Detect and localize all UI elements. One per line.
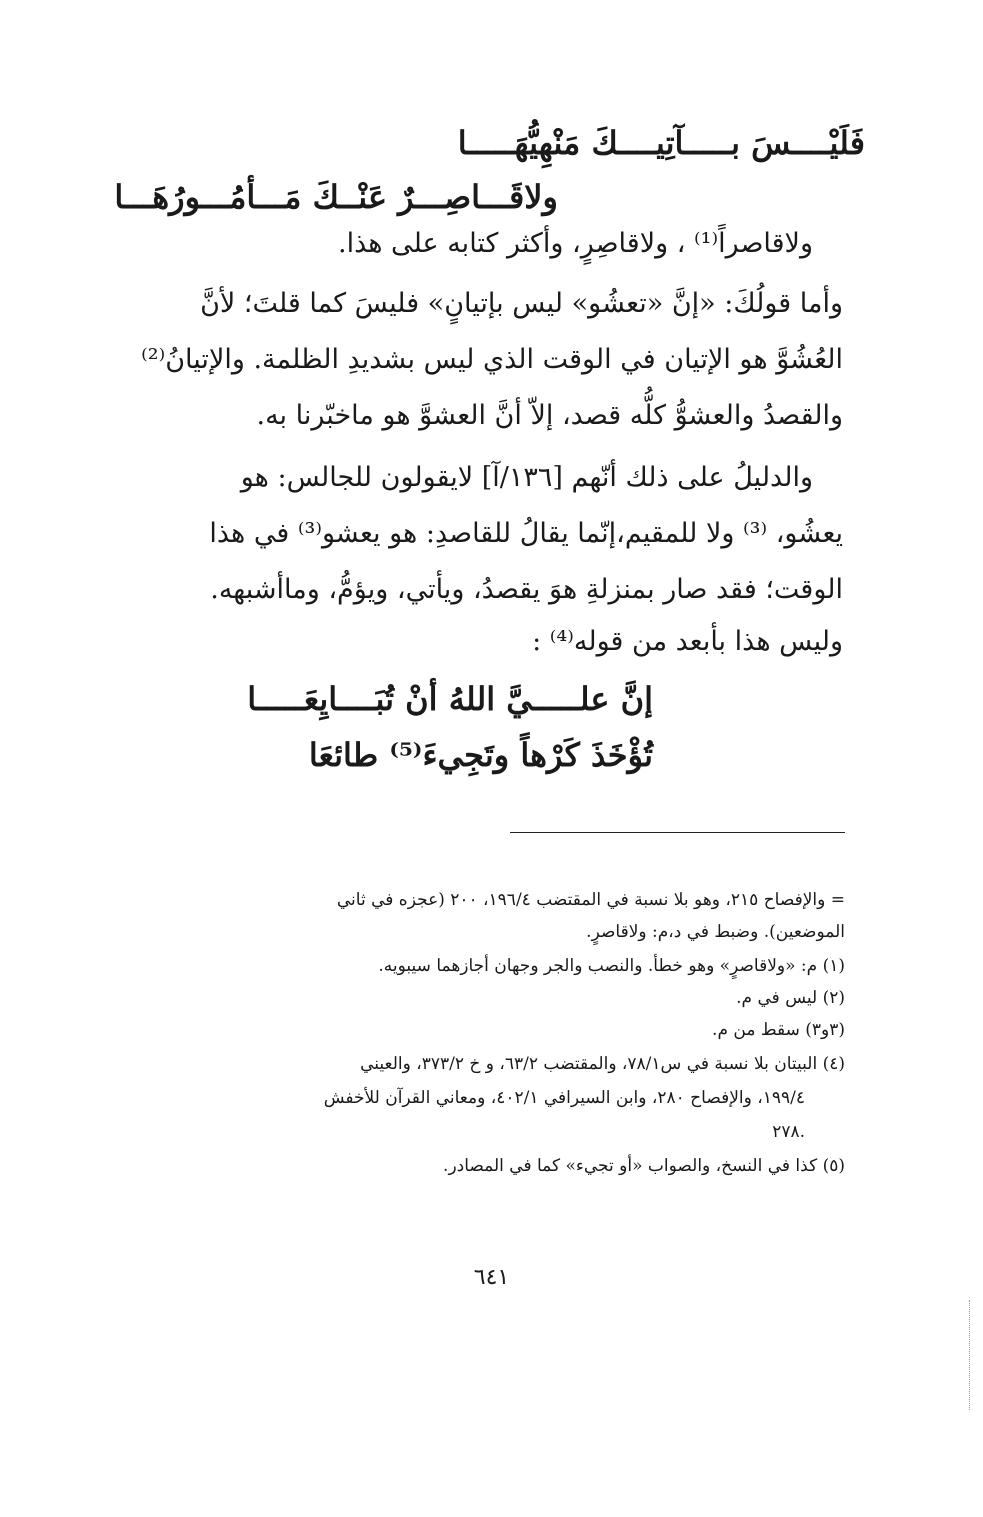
verse-top-line-1: فَلَيْــــسَ بـــــآتِيــــكَ مَنْهِيُّهَـــــا (457, 124, 865, 162)
paragraph-2-line-1: وأما قولُكَ: «إنَّ «تعشُو» ليس بإتيانٍ» فليسَ كما قلتَ؛ لأنَّ (200, 288, 843, 319)
paragraph-3-line-3: الوقت؛ فقد صار بمنزلةِ هوَ يقصدُ، ويأتي، ويؤمُّ، وماأشبهه. (210, 574, 843, 605)
footnote-5: (٥) كذا في النسخ، والصواب «أو تجيء» كما في المصادر. (443, 1156, 845, 1176)
paragraph-1-line-1: ولاقاصراً⁽¹⁾ ، ولاقاصِرٍ، وأكثر كتابه على هذا. (337, 228, 813, 259)
paragraph-3-line-4: وليس هذا بأبعد من قوله⁽⁴⁾ : (532, 626, 843, 657)
verse-bottom-line-1: إنَّ علـــــيَّ اللهُ أنْ تُبَــــايِعَـــــا (247, 680, 653, 718)
footnote-3: (٣و٣) سقط من م. (712, 1020, 845, 1040)
paragraph-2-line-3: والقصدُ والعشوُّ كلُّه قصد، إلاّ أنَّ العشوَّ هو ماخبّرنا به. (256, 400, 843, 431)
footnote-2: (٢) ليس في م. (736, 988, 845, 1008)
footnote-4-line-3: .٢٧٨ (772, 1122, 805, 1142)
verse-top-line-2: ولاقَـــاصِـــرٌ عَنْــكَ مَـــأمُـــورُهَـــا (114, 178, 558, 216)
footnote-1: (١) م: «ولاقاصرٍ» وهو خطأ. والنصب والجر وجهان أجازهما سيبويه. (378, 956, 845, 976)
footnote-continuation-line-1: = والإفصاح ٢١٥، وهو بلا نسبة في المقتضب ١٩٦/٤، ٢٠٠ (عجزه في ثاني (336, 890, 845, 910)
page-number: ٦٤١ (473, 1265, 510, 1290)
footnote-divider (510, 832, 845, 833)
scan-edge-mark (969, 1300, 970, 1410)
paragraph-3-line-2: يعشُو، ⁽³⁾ ولا للمقيم،إنّما يقالُ للقاصدِ: هو يعشو⁽³⁾ في هذا (209, 518, 843, 549)
footnote-4-line-2: ١٩٩/٤، والإفصاح ٢٨٠، وابن السيرافي ٤٠٢/١، ومعاني القرآن للأخفش (323, 1088, 805, 1108)
footnote-continuation-line-2: الموضعين). وضبط في د،م: ولاقاصرٍ. (586, 922, 845, 942)
paragraph-3-line-1: والدليلُ على ذلك أنّهم [١٣٦/آ] لايقولون للجالس: هو (240, 462, 813, 493)
verse-bottom-line-2: تُؤْخَذَ كَرْهاً وتَجِيءَ⁽⁵⁾ طائعَا (308, 736, 653, 774)
footnote-4-line-1: (٤) البيتان بلا نسبة في س٧٨/١، والمقتضب ٦٣/٢، و خ ٣٧٣/٢، والعيني (360, 1054, 845, 1074)
paragraph-2-line-2: العُشُوَّ هو الإتيان في الوقت الذي ليس بشديدِ الظلمة. والإتيانُ⁽²⁾ (141, 344, 843, 375)
